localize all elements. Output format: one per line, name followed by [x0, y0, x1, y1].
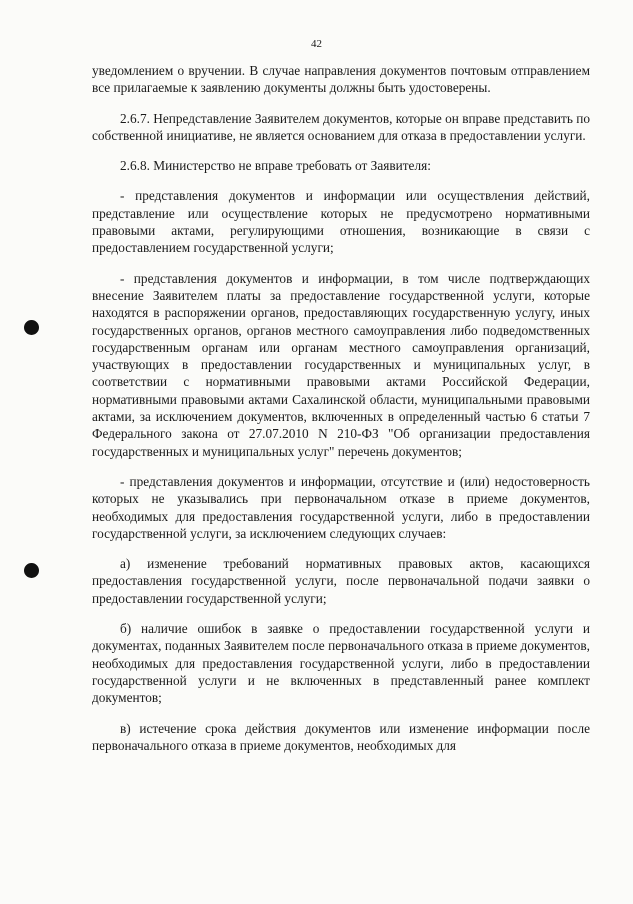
list-item-missing-info: - представления документов и информации, отсутствие и (или) недостоверность которых не указывались при первоначальном отказе в приеме документов, необходимых для предоставления государственной услуги, либо в предоставлении государственной услуги, за исключением следующих случаев:	[92, 473, 590, 541]
punch-hole-mark	[24, 320, 39, 335]
case-a: а) изменение требований нормативных правовых актов, касающихся предоставления государственной услуги, после первоначальной подачи заявки о предоставлении государственной услуги;	[92, 556, 590, 606]
paragraph-2-6-7: 2.6.7. Непредставление Заявителем документов, которые он вправе представить по собственной инициативе, не является основанием для отказа в предоставлении услуги.	[92, 110, 590, 143]
list-item-documents: - представления документов и информации, в том числе подтверждающих внесение Заявителем платы за предоставление государственной услуги, которые находятся в распоряжении органов, предоставляющих государственную услугу, иных государственных органов, органов местного самоуправления либо подведомственных государственным органам или органам местного самоуправления организаций, участвующих в предоставлении государственных и муниципальных услуг, в соответствии с нормативными правовыми актами Российской Федерации, нормативными правовыми актами Сахалинской области, муниципальными правовыми актами, за исключением документов, включенных в определенный частью 6 статьи 7 Федерального закона от 27.07.2010 N 210-ФЗ "Об организации предоставления государственных и муниципальных услуг" перечень документов;	[92, 270, 590, 459]
case-b: б) наличие ошибок в заявке о предоставлении государственной услуги и документах, поданных Заявителем после первоначального отказа в приеме документов, необходимых для предоставления государственной услуги, либо в предоставлении государственной услуги и не включенных в представленный ранее комплект документов;	[92, 621, 590, 706]
paragraph-2-6-8: 2.6.8. Министерство не вправе требовать от Заявителя:	[120, 158, 431, 174]
list-item-actions: - представления документов и информации или осуществления действий, представление или осуществление которых не предусмотрено нормативными правовыми актами, регулирующими отношения, возникающие в связи с предоставлением государственной услуги;	[92, 188, 590, 256]
punch-hole-mark	[24, 563, 39, 578]
paragraph-continuation: уведомлением о вручении. В случае направления документов почтовым отправлением все прилагаемые к заявлению документы должны быть удостоверены.	[92, 63, 590, 96]
document-body	[92, 62, 590, 767]
case-v: в) истечение срока действия документов или изменение информации после первоначального отказа в приеме документов, необходимых для	[92, 720, 590, 753]
page-number: 42	[311, 38, 322, 50]
